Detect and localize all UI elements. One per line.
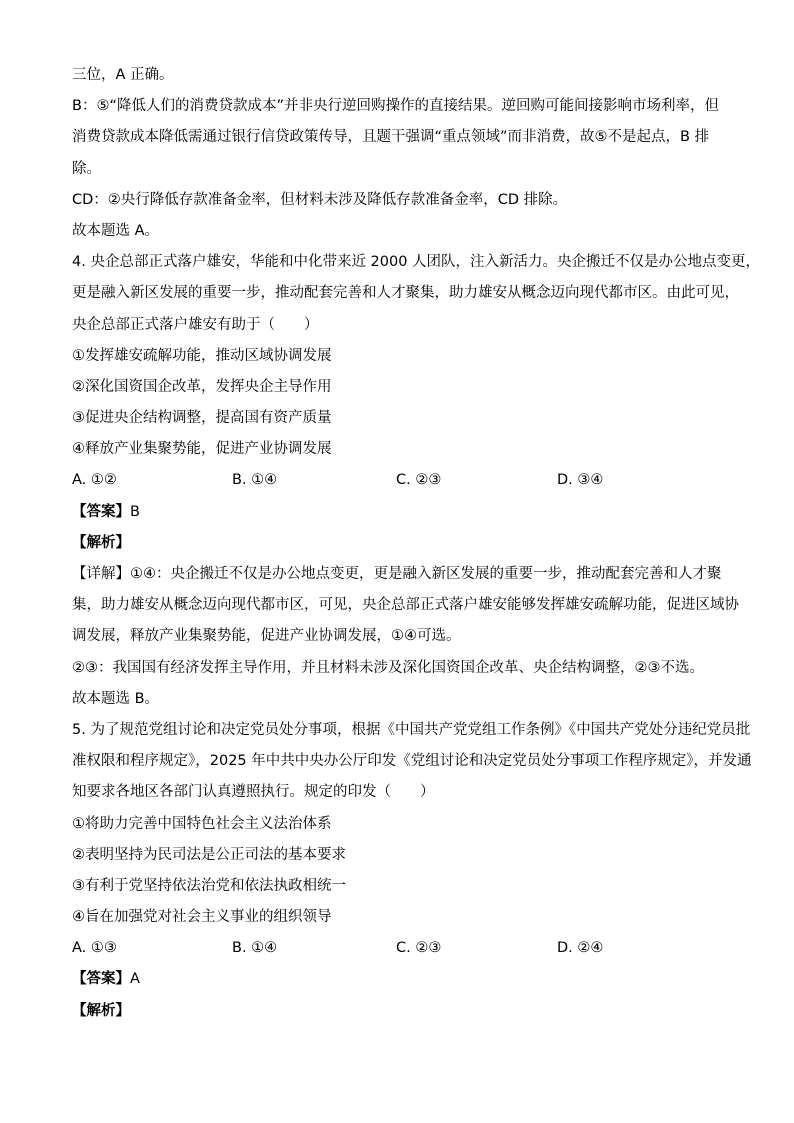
question-stem-line: 知要求各地区各部门认真遵照执行。规定的印发（ ） <box>72 784 435 801</box>
text-line: B：⑤“降低人们的消费贷款成本”并非央行逆回购操作的直接结果。逆回购可能间接影响市场利率，但 <box>72 98 719 115</box>
analysis-heading <box>72 996 732 1027</box>
text-line: 消费贷款成本降低需通过银行信贷政策传导，且题干强调“重点领域”而非消费，故⑤不是起点，B 排 <box>72 129 710 146</box>
option-item: ①将助力完善中国特色社会主义法治体系 <box>72 815 332 832</box>
detail-line: 集，助力雄安从概念迈向现代都市区，可见，央企总部正式落户雄安能够发挥雄安疏解功能，促进区域协 <box>72 597 739 614</box>
option-item: ④释放产业集聚势能，促进产业协调发展 <box>72 441 332 458</box>
question-stem-line: 更是融入新区发展的重要一步，推动配套完善和人才聚集，助力雄安从概念迈向现代都市区。由此可见， <box>72 285 739 302</box>
analysis-label: 【解析】 <box>72 534 130 551</box>
question-stem-line: 准权限和程序规定》，2025 年中共中央办公厅印发《党组讨论和决定党员处分事项工作程序规定》，并发通 <box>72 753 752 770</box>
question-stem-line: 5. 为了规范党组讨论和决定党员处分事项，根据《中国共产党党组工作条例》《中国共产党处分违纪党员批 <box>72 721 751 738</box>
option-item: ③促进央企结构调整，提高国有资产质量 <box>72 410 332 427</box>
detail-line: ②③：我国国有经济发挥主导作用，并且材料未涉及深化国资国企改革、央企结构调整，②③不选。 <box>72 659 704 676</box>
text-line: 除。 <box>72 160 101 177</box>
text-line: 故本题选 A。 <box>72 222 160 239</box>
answer-choices <box>72 465 732 496</box>
text-line: CD：②央行降低存款准备金率，但材料未涉及降低存款准备金率，CD 排除。 <box>72 191 568 208</box>
choice-a: A. ①③ <box>72 940 117 957</box>
detail-line: 调发展，释放产业集聚势能，促进产业协调发展，①④可选。 <box>72 628 461 645</box>
choice-c: C. ②③ <box>396 472 442 489</box>
document-page <box>72 60 761 1027</box>
option-item: ①发挥雄安疏解功能，推动区域协调发展 <box>72 347 332 364</box>
question-5 <box>72 715 752 1027</box>
choice-d: D. ②④ <box>557 940 604 957</box>
detail-line: 【详解】①④：央企搬迁不仅是办公地点变更，更是融入新区发展的重要一步，推动配套完善和人才聚 <box>72 566 722 582</box>
option-item: ②表明坚持为民司法是公正司法的基本要求 <box>72 846 346 863</box>
choice-b: B. ①④ <box>232 472 278 489</box>
choice-a: A. ①② <box>72 472 117 489</box>
choice-c: C. ②③ <box>396 940 442 957</box>
question-4 <box>72 247 761 715</box>
choice-b: B. ①④ <box>232 940 278 957</box>
text-line: 三位，A 正确。 <box>72 67 174 83</box>
analysis-label: 【解析】 <box>72 1002 130 1019</box>
answer-label: 【答案】 <box>72 503 130 520</box>
answer-value: A <box>130 971 140 988</box>
answer-line <box>72 497 732 528</box>
option-item: ④旨在加强党对社会主义事业的组织领导 <box>72 909 332 926</box>
choice-d: D. ③④ <box>557 472 604 489</box>
option-item: ③有利于党坚持依法治党和依法执政相统一 <box>72 877 346 894</box>
question-stem-line: 央企总部正式落户雄安有助于（ ） <box>72 316 319 333</box>
previous-question-explanation <box>72 60 732 247</box>
option-item: ②深化国资国企改革，发挥央企主导作用 <box>72 378 332 395</box>
question-stem-line: 4. 央企总部正式落户雄安，华能和中化带来近 2000 人团队，注入新活力。央企搬迁不仅是办公地点变更， <box>72 254 761 271</box>
analysis-heading <box>72 528 732 559</box>
answer-line <box>72 964 732 995</box>
answer-value: B <box>130 503 140 520</box>
answer-label: 【答案】 <box>72 971 130 988</box>
detail-line: 故本题选 B。 <box>72 690 160 707</box>
answer-choices <box>72 933 732 964</box>
